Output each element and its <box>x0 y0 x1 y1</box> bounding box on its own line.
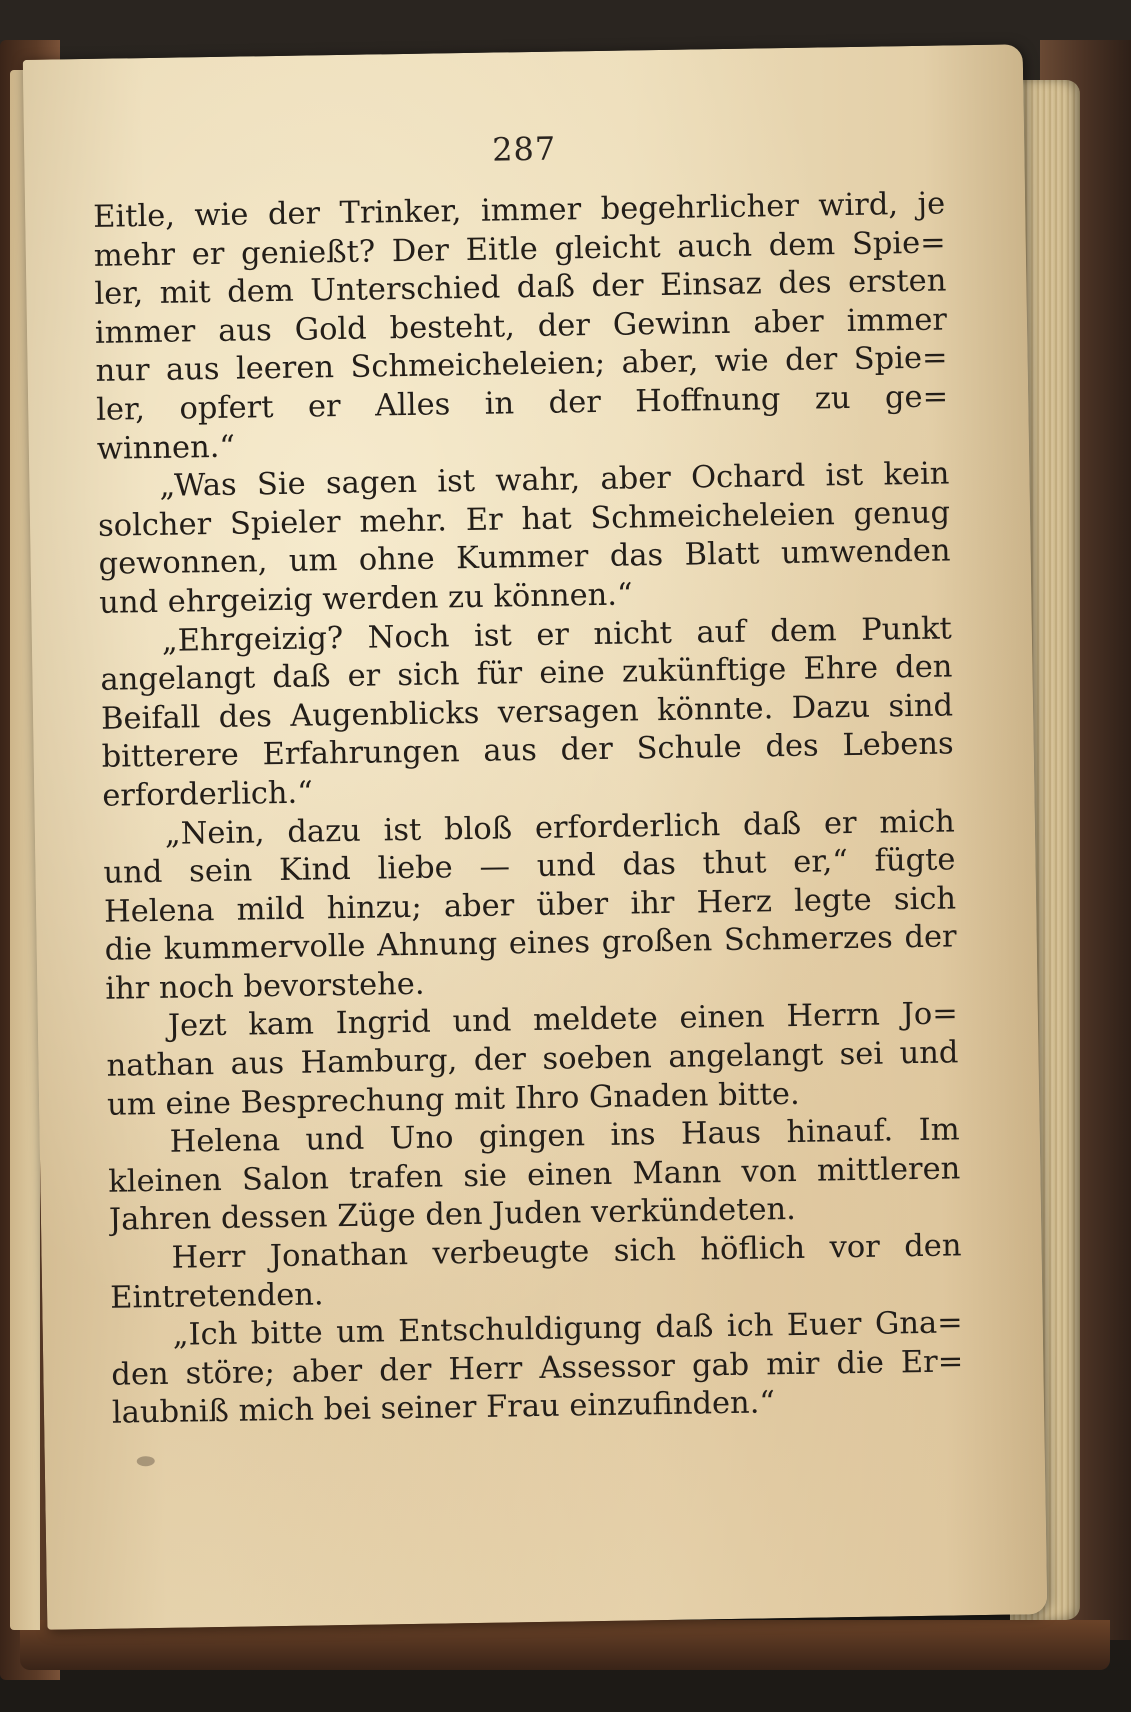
text-line: Eintretenden. <box>109 1277 324 1316</box>
text-line: Eitle, wie der Trinker, immer begehrlicher wird, je <box>92 186 946 235</box>
text-line: nathan aus Hamburg, der soeben angelangt sei und <box>106 1035 959 1084</box>
text-line: ihr noch bevorstehe. <box>105 966 425 1007</box>
text-line: Helena mild hinzu; aber über ihr Herz legte sich <box>103 881 957 930</box>
page-text <box>93 185 964 1433</box>
text-line: winnen.“ <box>96 429 236 467</box>
text-line: Jahren dessen Züge den Juden verkündeten. <box>108 1192 797 1239</box>
text-line: „Ich bitte um Entschuldigung daß ich Euer Gna= <box>172 1305 963 1353</box>
text-line: Jezt kam Ingrid und meldete einen Herrn Jo= <box>167 996 959 1045</box>
ink-smudge <box>137 1456 155 1466</box>
text-line: mehr er genießt? Der Eitle gleicht auch dem Spie= <box>93 225 946 274</box>
text-line: um eine Besprechung mit Ihro Gnaden bitte. <box>106 1076 800 1123</box>
text-line: und sein Kind liebe — und das thut er,“ fügte <box>103 842 956 891</box>
text-line: „Was Sie sagen ist wahr, aber Ochard ist kein <box>159 456 950 505</box>
text-line: „Ehrgeizig? Noch ist er nicht auf dem Punkt <box>161 610 953 659</box>
text-line: „Nein, dazu ist bloß erforderlich daß er mich <box>164 803 956 852</box>
text-line: erforderlich.“ <box>102 775 314 814</box>
text-line: ler, mit dem Unterschied daß der Einsaz des ersten <box>94 263 947 313</box>
text-line: die kummervolle Ahnung eines großen Schmerzes der <box>104 919 957 969</box>
text-line: nur aus leeren Schmeicheleien; aber, wie der Spie= <box>95 340 948 390</box>
book-page <box>23 44 1048 1630</box>
text-line: angelangt daß er sich für eine zukünftige Ehre den <box>100 649 953 698</box>
text-line: gewonnen, um ohne Kummer das Blatt umwenden <box>98 533 951 583</box>
text-line: Beifall des Augenblicks versagen könnte. Dazu sind <box>100 688 954 737</box>
text-line: immer aus Gold besteht, der Gewinn aber immer <box>94 302 948 351</box>
text-line: solcher Spieler mehr. Er hat Schmeicheleien genug <box>97 495 951 544</box>
text-line: ler, opfert er Alles in der Hoffnung zu ge= <box>95 379 949 428</box>
page-number: 287 <box>491 129 557 169</box>
text-line: bitterere Erfahrungen aus der Schule des Lebens <box>101 726 954 776</box>
text-line: und ehrgeizig werden zu können.“ <box>98 577 633 621</box>
text-line: kleinen Salon trafen sie einen Mann von mittleren <box>108 1151 961 1200</box>
text-line: Herr Jonathan verbeugte sich höflich vor den <box>171 1228 962 1276</box>
text-line: laubniß mich bei seiner Frau einzufinden.“ <box>111 1385 776 1432</box>
text-line: Helena und Uno gingen ins Haus hinauf. Im <box>169 1112 960 1161</box>
text-line: den störe; aber der Herr Assessor gab mir die Er= <box>111 1344 964 1393</box>
